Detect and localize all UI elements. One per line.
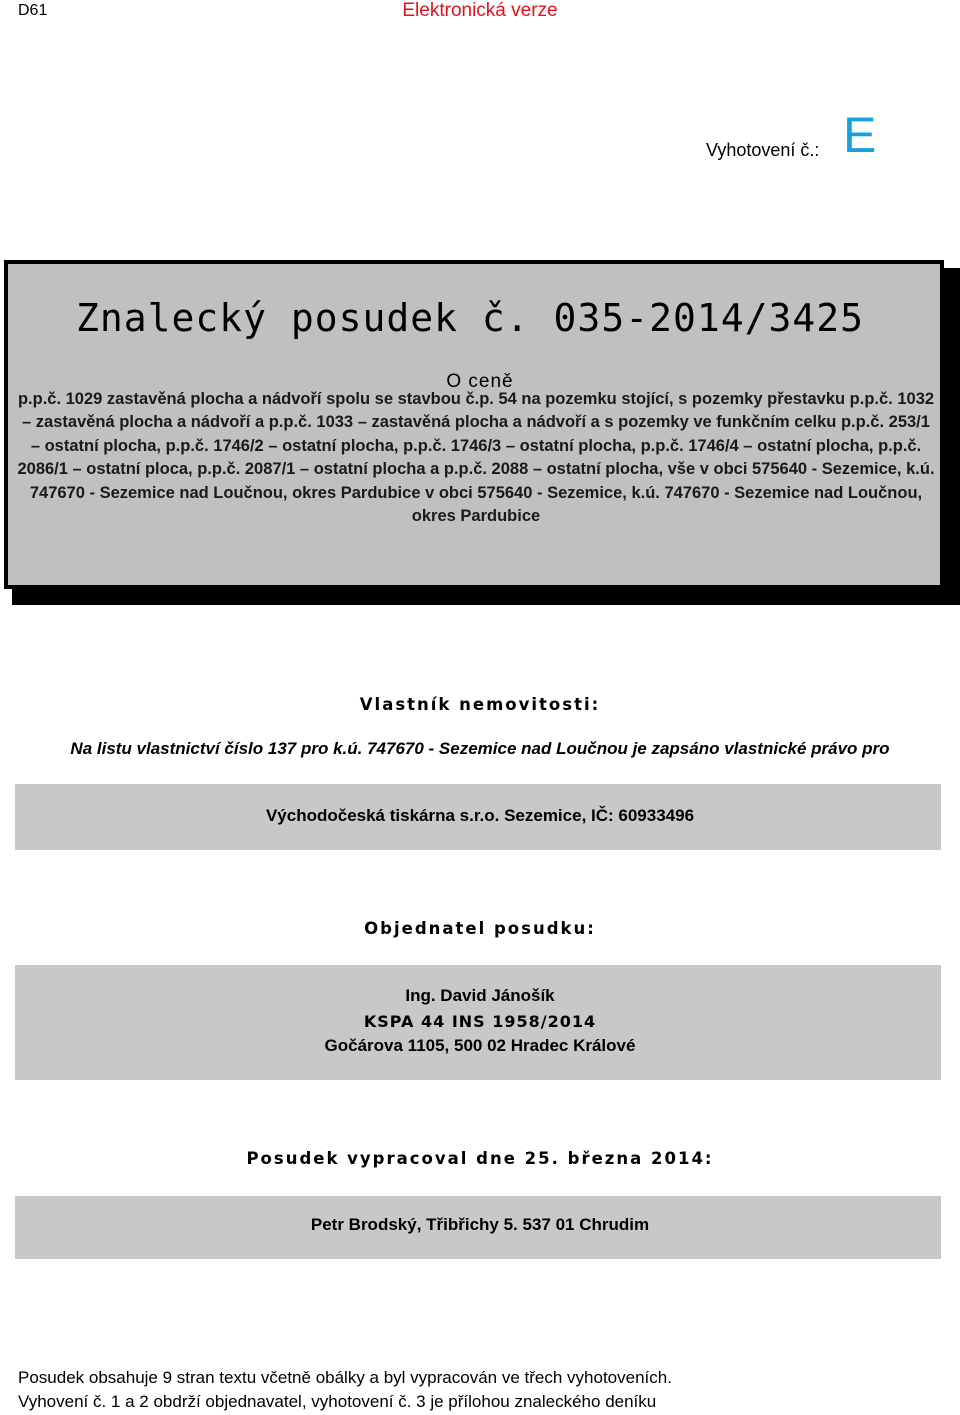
owner-record: Na listu vlastnictví číslo 137 pro k.ú. 747670 - Sezemice nad Loučnou je zapsáno vlastnické právo pro xyxy=(70,739,890,758)
prepared-date-label: Posudek vypracoval dne 25. března 2014: xyxy=(246,1149,714,1168)
client-address: Gočárova 1105, 500 02 Hradec Králové xyxy=(324,1036,636,1055)
copy-number-label: Vyhotovení č.: xyxy=(706,140,820,160)
edition-label: Elektronická verze xyxy=(402,0,558,21)
form-code: D61 xyxy=(18,2,48,19)
subject-label: O ceně xyxy=(446,371,514,392)
document-title: Znalecký posudek č. 035-2014/3425 xyxy=(76,296,864,340)
client-registration: KSPA 44 INS 1958/2014 xyxy=(363,1012,597,1031)
client-name: Ing. David Jánošík xyxy=(405,986,555,1005)
owner-name: Východočeská tiskárna s.r.o. Sezemice, IČ: 60933496 xyxy=(265,806,695,825)
client-label: Objednatel posudku: xyxy=(364,919,596,938)
footer-line-2: Vyhovení č. 1 a 2 obdrží objednavatel, vyhotovení č. 3 je přílohou znaleckého deníku xyxy=(18,1392,657,1411)
author-line: Petr Brodský, Třibřichy 5. 537 01 Chrudim xyxy=(310,1215,650,1234)
footer-line-1: Posudek obsahuje 9 stran textu včetně obálky a byl vypracován ve třech vyhotoveních. xyxy=(18,1368,672,1387)
owner-label: Vlastník nemovitosti: xyxy=(359,695,601,714)
copy-letter: E xyxy=(843,107,877,163)
property-description: p.p.č. 1029 zastavěná plocha a nádvoří spolu se stavbou č.p. 54 na pozemku stojící, s pozemky přestavku p.p.č. 1032 – zastavěná plocha a nádvoří a p.p.č. 1033 – zastavěná plocha a nádvoří a s pozemky ve funkčním celku p.p.č. 253/1 – ostatní plocha, p.p.č. 1746/2 – ostatní plocha, p.p.č. 1746/3 – ostatní plocha, p.p.č. 1746/4 – ostatní plocha, p.p.č. 2086/1 – ostatní ploca, p.p.č. 2087/1 – ostatní plocha a p.p.č. 2088 – ostatní plocha, vše v obci 575640 - Sezemice, k.ú. 747670 - Sezemice nad Loučnou, okres Pardubice v obci 575640 - Sezemice, k.ú. 747670 - Sezemice nad Loučnou, okres Pardubice xyxy=(17,390,935,526)
